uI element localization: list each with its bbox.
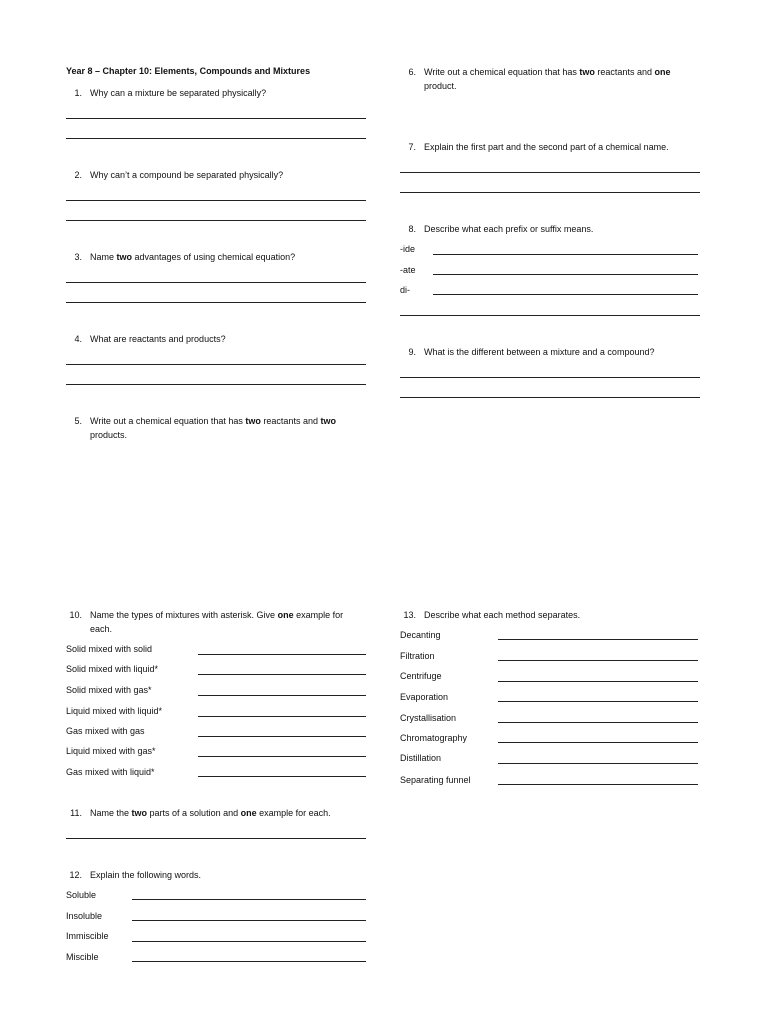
question-number: 6.: [408, 67, 416, 77]
answer-line[interactable]: [400, 315, 700, 316]
answer-line[interactable]: [400, 192, 700, 193]
question-text: Explain the following words.: [90, 870, 202, 880]
question-9: [400, 345, 700, 359]
question-number: 3.: [74, 252, 82, 262]
answer-line[interactable]: [132, 941, 366, 942]
question-number: 5.: [74, 416, 82, 426]
question-text: Name two advantages of using chemical equation?: [90, 252, 296, 262]
answer-line[interactable]: [198, 674, 366, 675]
question-1: [66, 86, 366, 100]
question-10: [66, 608, 366, 636]
question-number: 12.: [69, 870, 82, 880]
answer-line[interactable]: [66, 282, 366, 283]
question-number: 7.: [408, 142, 416, 152]
question-number: 2.: [74, 170, 82, 180]
answer-line[interactable]: [66, 302, 366, 303]
answer-line[interactable]: [198, 716, 366, 717]
question-text: Why can a mixture be separated physically?: [90, 88, 267, 98]
question-text: Describe what each prefix or suffix means.: [424, 224, 594, 234]
question-text: Name the two parts of a solution and one example for each.: [90, 808, 331, 818]
question-number: 13.: [403, 610, 416, 620]
answer-line[interactable]: [400, 377, 700, 378]
question-number: 11.: [70, 808, 82, 818]
answer-line[interactable]: [198, 654, 366, 655]
question-number: 1.: [74, 88, 82, 98]
answer-line[interactable]: [498, 701, 698, 702]
question-11: [66, 806, 366, 820]
prefix-label: -ate: [400, 265, 416, 275]
answer-line[interactable]: [198, 695, 366, 696]
question-text: What is the different between a mixture and a compound?: [424, 347, 655, 357]
method-label: Evaporation: [400, 692, 449, 702]
question-number: 8.: [408, 224, 416, 234]
question-text: Why can’t a compound be separated physically?: [90, 170, 284, 180]
mixture-type-label: Liquid mixed with gas*: [66, 746, 156, 756]
worksheet-title: Year 8 – Chapter 10: Elements, Compounds and Mixtures: [66, 66, 311, 76]
answer-line[interactable]: [400, 397, 700, 398]
question-12: [66, 868, 366, 882]
answer-line[interactable]: [66, 384, 366, 385]
answer-line[interactable]: [132, 899, 366, 900]
method-label: Separating funnel: [400, 775, 471, 785]
answer-line[interactable]: [198, 776, 366, 777]
answer-line[interactable]: [498, 639, 698, 640]
answer-line[interactable]: [400, 172, 700, 173]
mixture-type-label: Solid mixed with liquid*: [66, 664, 159, 674]
word-label: Soluble: [66, 890, 97, 900]
answer-line[interactable]: [433, 254, 698, 255]
answer-line[interactable]: [498, 763, 698, 764]
question-4: [66, 332, 366, 346]
mixture-type-label: Solid mixed with solid: [66, 644, 153, 654]
answer-line[interactable]: [498, 784, 698, 785]
answer-line[interactable]: [66, 138, 366, 139]
prefix-label: di-: [400, 285, 411, 295]
question-2: [66, 168, 366, 182]
mixture-type-label: Gas mixed with liquid*: [66, 767, 155, 777]
answer-line[interactable]: [498, 742, 698, 743]
question-6: [400, 65, 700, 93]
question-5: [66, 414, 362, 442]
question-text: Write out a chemical equation that has two reactants and two products.: [90, 416, 336, 440]
question-8: [400, 222, 700, 236]
method-label: Crystallisation: [400, 713, 457, 723]
answer-line[interactable]: [66, 838, 366, 839]
question-number: 9.: [408, 347, 416, 357]
answer-line[interactable]: [66, 200, 366, 201]
question-7: [400, 140, 700, 154]
question-number: 10.: [69, 610, 82, 620]
method-label: Decanting: [400, 630, 441, 640]
mixture-type-label: Liquid mixed with liquid*: [66, 706, 163, 716]
answer-line[interactable]: [132, 920, 366, 921]
word-label: Insoluble: [66, 911, 103, 921]
word-label: Immiscible: [66, 931, 109, 941]
prefix-label: -ide: [400, 244, 416, 254]
answer-line[interactable]: [198, 756, 366, 757]
mixture-type-label: Solid mixed with gas*: [66, 685, 152, 695]
answer-line[interactable]: [498, 681, 698, 682]
method-label: Distillation: [400, 753, 442, 763]
answer-line[interactable]: [132, 961, 366, 962]
answer-line[interactable]: [498, 722, 698, 723]
answer-line[interactable]: [66, 220, 366, 221]
answer-line[interactable]: [66, 364, 366, 365]
question-3: [66, 250, 366, 264]
question-text: Explain the first part and the second part of a chemical name.: [424, 142, 669, 152]
answer-line[interactable]: [433, 274, 698, 275]
question-text: What are reactants and products?: [90, 334, 226, 344]
question-text: Name the types of mixtures with asterisk. Give one example for each.: [90, 610, 344, 634]
answer-line[interactable]: [198, 736, 366, 737]
word-label: Miscible: [66, 952, 99, 962]
answer-line[interactable]: [498, 660, 698, 661]
method-label: Filtration: [400, 651, 435, 661]
question-number: 4.: [74, 334, 82, 344]
answer-line[interactable]: [433, 294, 698, 295]
mixture-type-label: Gas mixed with gas: [66, 726, 145, 736]
answer-line[interactable]: [66, 118, 366, 119]
method-label: Chromatography: [400, 733, 468, 743]
question-text: Write out a chemical equation that has two reactants and one product.: [424, 67, 671, 91]
method-label: Centrifuge: [400, 671, 442, 681]
question-13: [400, 608, 700, 622]
question-text: Describe what each method separates.: [424, 610, 581, 620]
